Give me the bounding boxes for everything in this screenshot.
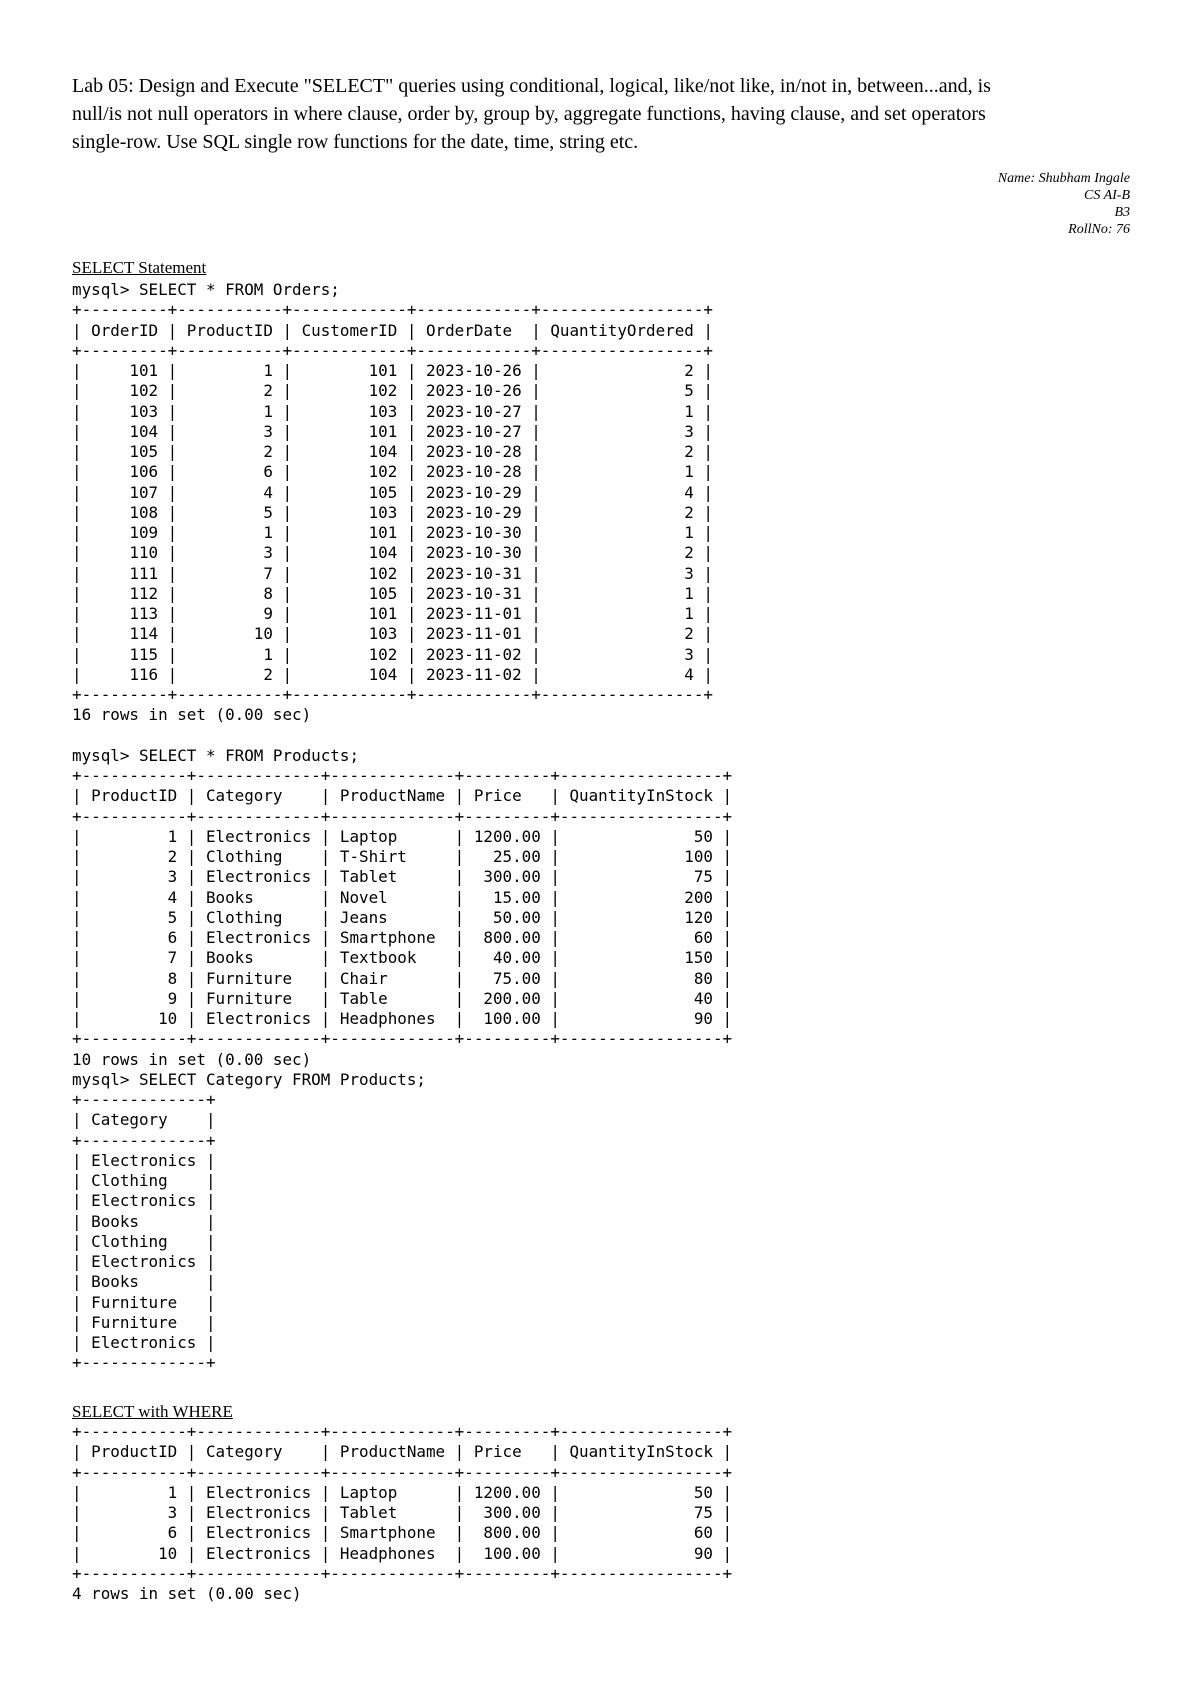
console-line: | 108 | 5 | 103 | 2023-10-29 | 2 |	[72, 502, 713, 522]
console-line: | 105 | 2 | 104 | 2023-10-28 | 2 |	[72, 442, 713, 461]
console-line: | 102 | 2 | 102 | 2023-10-26 | 5 |	[72, 381, 713, 401]
console-line: | 113 | 9 | 101 | 2023-11-01 | 1 |	[72, 604, 713, 623]
console-line: | Furniture |	[72, 1312, 216, 1332]
console-line: | 103 | 1 | 103 | 2023-10-27 | 1 |	[72, 401, 713, 421]
console-line: +-----------+-------------+-------------+---------+-----------------+	[72, 1422, 733, 1441]
console-line: +---------+-----------+------------+------------+-----------------+	[72, 340, 713, 360]
console-line: | 1 | Electronics | Laptop | 1200.00 | 50 |	[72, 826, 733, 846]
console-line: | 7 | Books | Textbook | 40.00 | 150 |	[72, 948, 733, 968]
console-line: | 101 | 1 | 101 | 2023-10-26 | 2 |	[72, 361, 713, 380]
console-line: | Electronics |	[72, 1191, 216, 1211]
console-line: +-------------+	[72, 1130, 216, 1150]
section-heading-select: SELECT Statement	[72, 258, 207, 277]
console-line: | 4 | Books | Novel | 15.00 | 200 |	[72, 887, 733, 907]
lab-title	[72, 72, 1132, 156]
console-line: | ProductID | Category | ProductName | Price | QuantityInStock |	[72, 786, 733, 806]
console-line: +-------------+	[72, 1353, 216, 1373]
console-line: mysql> SELECT * FROM Products;	[72, 745, 360, 765]
console-line	[72, 726, 732, 746]
console-line: | 3 | Electronics | Tablet | 300.00 | 75 |	[72, 1503, 733, 1522]
console-line: | 111 | 7 | 102 | 2023-10-31 | 3 |	[72, 563, 713, 583]
section-heading-select-where: SELECT with WHERE	[72, 1402, 233, 1421]
console-line: +-----------+-------------+-------------+---------+-----------------+	[72, 1462, 733, 1482]
console-line: | Clothing |	[72, 1171, 216, 1190]
console-line: | 112 | 8 | 105 | 2023-10-31 | 1 |	[72, 583, 713, 603]
console-line: +-------------+	[72, 1090, 216, 1109]
title-line: null/is not null operators in where clause, order by, group by, aggregate functions, having clause, and set operators	[72, 103, 986, 125]
console-line: | 10 | Electronics | Headphones | 100.00 | 90 |	[72, 1543, 733, 1563]
console-line: | OrderID | ProductID | CustomerID | OrderDate | QuantityOrdered |	[72, 320, 713, 340]
title-line: Lab 05: Design and Execute "SELECT" queries using conditional, logical, like/not like, in/not in, between...and, is	[72, 75, 991, 97]
console-line: | Electronics |	[72, 1333, 216, 1352]
console-line: +-----------+-------------+-------------+---------+-----------------+	[72, 766, 733, 785]
console-line: +-----------+-------------+-------------+---------+-----------------+	[72, 1563, 733, 1583]
console-line: | 109 | 1 | 101 | 2023-10-30 | 1 |	[72, 523, 713, 542]
console-line: +-----------+-------------+-------------+---------+-----------------+	[72, 806, 733, 826]
author-roll: RollNo: 76	[1068, 222, 1130, 237]
console-line: | 3 | Electronics | Tablet | 300.00 | 75 |	[72, 867, 733, 887]
console-line: mysql> SELECT Category FROM Products;	[72, 1069, 426, 1089]
console-line: | Books |	[72, 1211, 216, 1231]
console-line: | 5 | Clothing | Jeans | 50.00 | 120 |	[72, 907, 733, 927]
console-line: | 9 | Furniture | Table | 200.00 | 40 |	[72, 988, 733, 1008]
console-line: | 107 | 4 | 105 | 2023-10-29 | 4 |	[72, 482, 713, 502]
console-line: 10 rows in set (0.00 sec)	[72, 1049, 312, 1069]
title-line: single-row. Use SQL single row functions for the date, time, string etc.	[72, 131, 639, 153]
console-line: | 1 | Electronics | Laptop | 1200.00 | 50 |	[72, 1482, 733, 1502]
sql-output-select	[72, 280, 732, 1374]
console-line: +-----------+-------------+-------------+---------+-----------------+	[72, 1029, 733, 1049]
console-line: | 10 | Electronics | Headphones | 100.00 | 90 |	[72, 1009, 733, 1028]
sql-output-select-where	[72, 1422, 732, 1604]
console-line: | Books |	[72, 1272, 216, 1292]
console-line: | 110 | 3 | 104 | 2023-10-30 | 2 |	[72, 543, 713, 563]
author-name: Name: Shubham Ingale	[997, 171, 1130, 186]
console-line: | 8 | Furniture | Chair | 75.00 | 80 |	[72, 968, 733, 988]
console-line: | 6 | Electronics | Smartphone | 800.00 | 60 |	[72, 928, 733, 947]
console-line: | 114 | 10 | 103 | 2023-11-01 | 2 |	[72, 624, 713, 644]
console-line: | Furniture |	[72, 1292, 216, 1312]
console-line: | 104 | 3 | 101 | 2023-10-27 | 3 |	[72, 421, 713, 441]
console-line: | Electronics |	[72, 1150, 216, 1170]
author-info	[770, 170, 1130, 238]
console-line: 16 rows in set (0.00 sec)	[72, 705, 312, 725]
console-line: | 6 | Electronics | Smartphone | 800.00 | 60 |	[72, 1523, 733, 1543]
console-line: mysql> SELECT * FROM Orders;	[72, 280, 340, 299]
console-line: | Clothing |	[72, 1231, 216, 1251]
console-line: 4 rows in set (0.00 sec)	[72, 1584, 302, 1603]
console-line: +---------+-----------+------------+------------+-----------------+	[72, 300, 713, 320]
console-line: | 106 | 6 | 102 | 2023-10-28 | 1 |	[72, 462, 713, 482]
console-line: | 116 | 2 | 104 | 2023-11-02 | 4 |	[72, 664, 713, 684]
author-class: CS AI-B	[1083, 188, 1130, 203]
console-line: | Electronics |	[72, 1252, 216, 1271]
console-line: | 115 | 1 | 102 | 2023-11-02 | 3 |	[72, 644, 713, 664]
console-line: | Category |	[72, 1110, 216, 1130]
console-line: +---------+-----------+------------+------------+-----------------+	[72, 685, 713, 704]
console-line: | 2 | Clothing | T-Shirt | 25.00 | 100 |	[72, 847, 733, 866]
console-line: | ProductID | Category | ProductName | Price | QuantityInStock |	[72, 1442, 733, 1462]
author-batch: B3	[1114, 205, 1130, 220]
